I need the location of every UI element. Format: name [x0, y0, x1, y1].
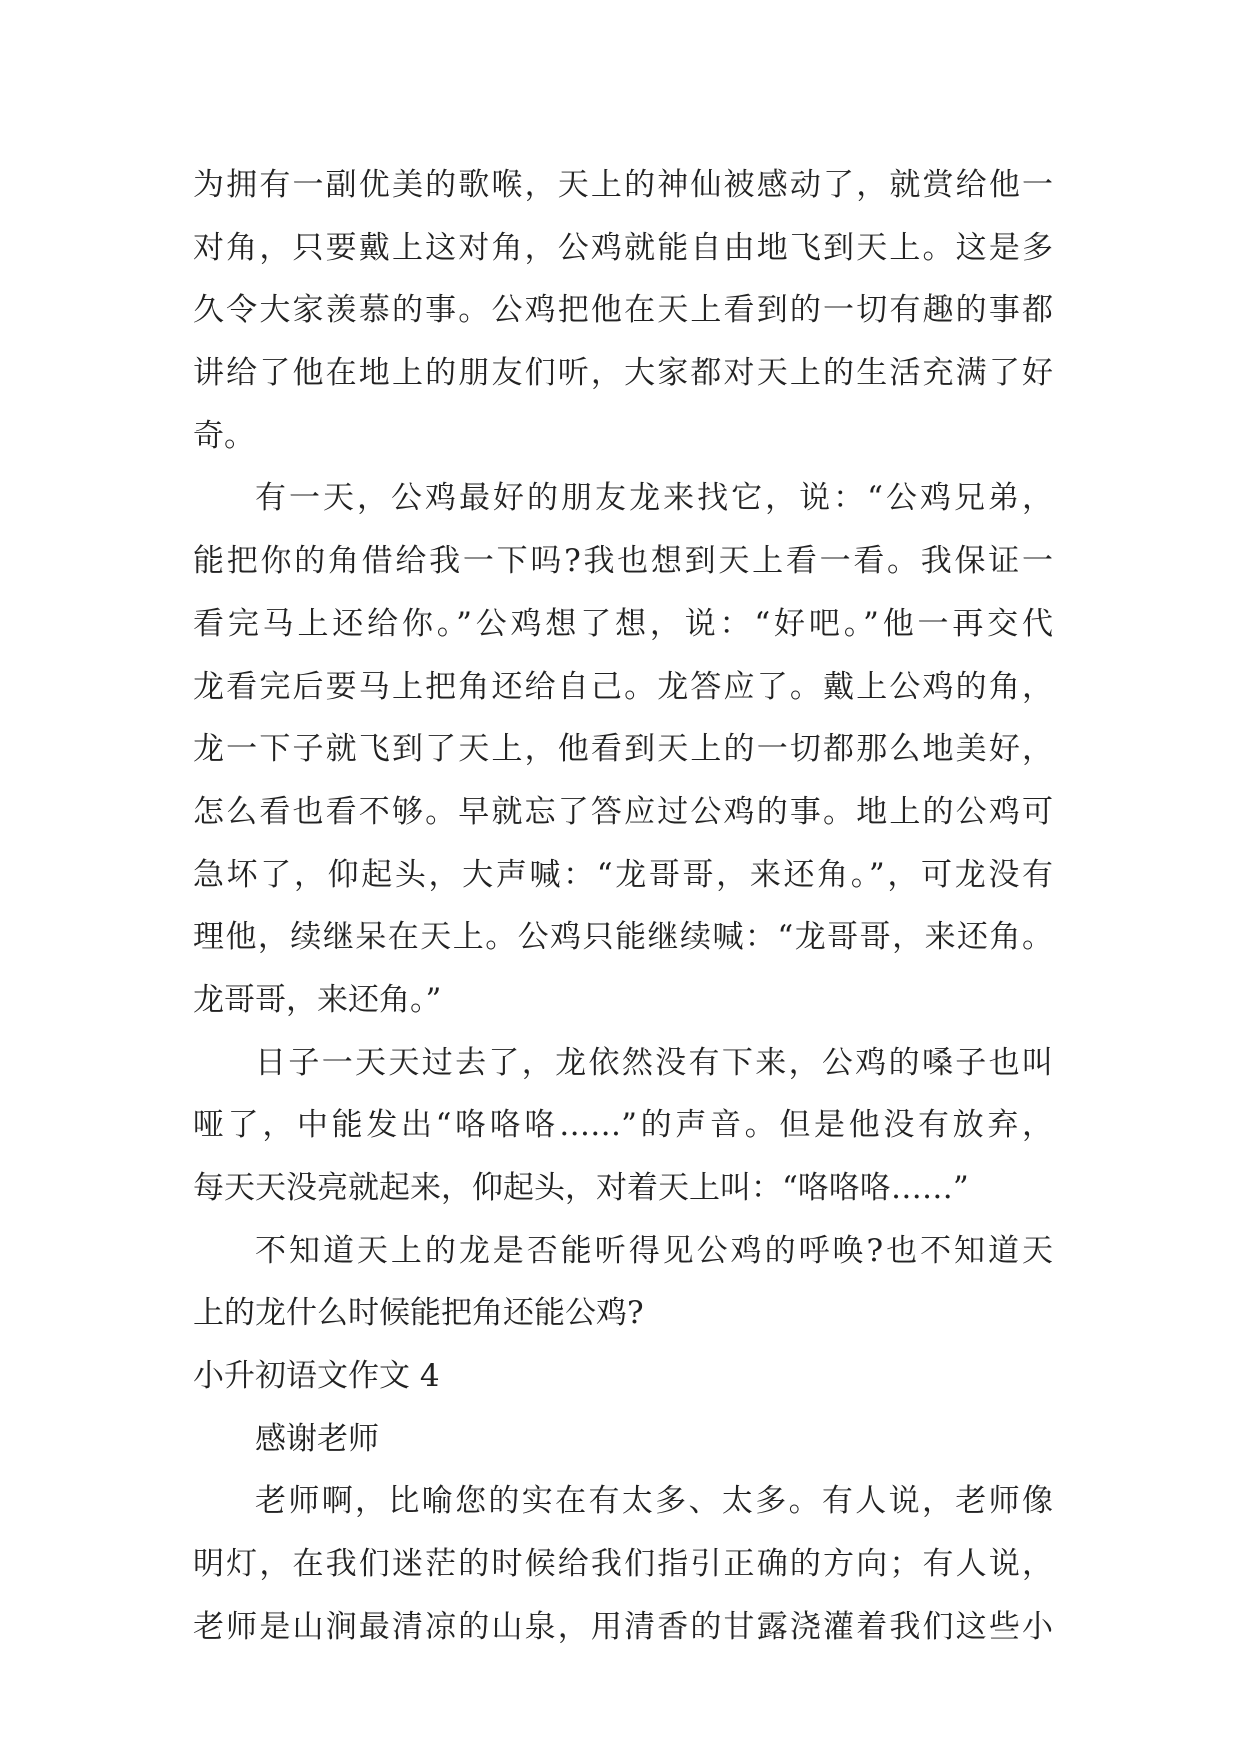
- text-line: 奇。: [193, 417, 255, 454]
- text-line: 上的龙什么时候能把角还能公鸡?: [193, 1295, 644, 1332]
- text-line: 哑了，中能发出“咯咯咯……”的声音。但是他没有放弃，: [193, 1107, 1053, 1144]
- essay-title: 感谢老师: [255, 1420, 379, 1457]
- text-line: 龙一下子就飞到了天上，他看到天上的一切都那么地美好，: [193, 731, 1053, 768]
- text-line: 急坏了，仰起头，大声喊：“龙哥哥，来还角。”，可龙没有: [193, 856, 1053, 893]
- text-line: 明灯，在我们迷茫的时候给我们指引正确的方向；有人说，: [193, 1546, 1053, 1583]
- text-line: 龙看完后要马上把角还给自己。龙答应了。戴上公鸡的角，: [193, 668, 1053, 705]
- text-line: 看完马上还给你。”公鸡想了想，说：“好吧。”他一再交代: [193, 605, 1053, 642]
- text-line: 能把你的角借给我一下吗?我也想到天上看一看。我保证一: [193, 543, 1053, 580]
- text-line: 龙哥哥，来还角。”: [193, 981, 442, 1018]
- paragraph-first-line: 不知道天上的龙是否能听得见公鸡的呼唤?也不知道天: [255, 1232, 1053, 1269]
- text-line: 每天天没亮就起来，仰起头，对着天上叫：“咯咯咯……”: [193, 1170, 969, 1206]
- text-line: 怎么看也看不够。早就忘了答应过公鸡的事。地上的公鸡可: [193, 793, 1053, 830]
- text-line: 久令大家羡慕的事。公鸡把他在天上看到的一切有趣的事都: [193, 292, 1053, 329]
- text-line: 为拥有一副优美的歌喉，天上的神仙被感动了，就赏给他一: [193, 167, 1053, 203]
- paragraph-first-line: 日子一天天过去了，龙依然没有下来，公鸡的嗓子也叫: [255, 1044, 1053, 1081]
- text-line: 老师是山涧最清凉的山泉，用清香的甘露浇灌着我们这些小: [193, 1608, 1053, 1645]
- document-body: [193, 154, 1053, 1659]
- text-line: 对角，只要戴上这对角，公鸡就能自由地飞到天上。这是多: [193, 229, 1053, 266]
- paragraph-first-line: 老师啊，比喻您的实在有太多、太多。有人说，老师像: [255, 1483, 1053, 1520]
- text-line: 讲给了他在地上的朋友们听，大家都对天上的生活充满了好: [193, 355, 1053, 392]
- text-line: 理他，续继呆在天上。公鸡只能继续喊：“龙哥哥，来还角。: [193, 919, 1053, 956]
- section-heading: 小升初语文作文 4: [193, 1358, 440, 1395]
- paragraph-first-line: 有一天，公鸡最好的朋友龙来找它，说：“公鸡兄弟，: [255, 480, 1053, 517]
